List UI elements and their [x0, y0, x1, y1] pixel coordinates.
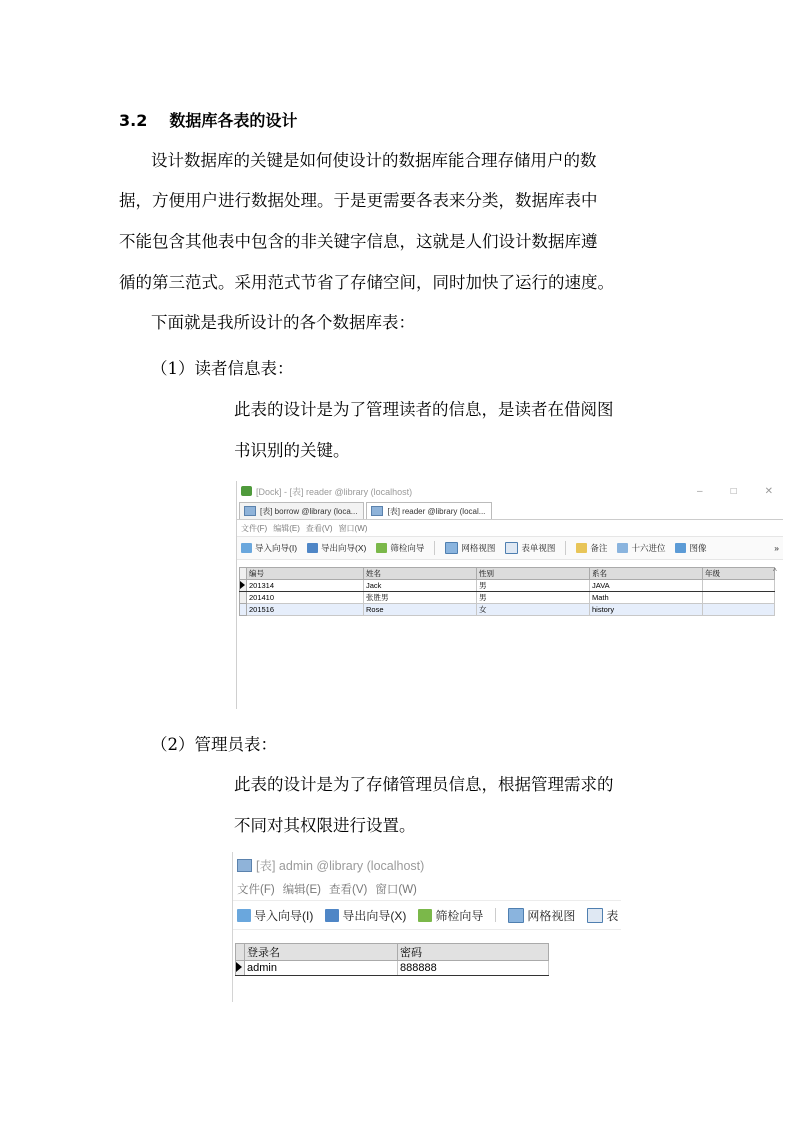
scroll-up-icon[interactable]: ^ [773, 567, 777, 576]
table-cell[interactable] [703, 580, 775, 592]
grid-header-row [240, 568, 775, 580]
toolbar-overflow-icon[interactable]: » [774, 543, 779, 553]
table-cell[interactable]: history [590, 604, 703, 616]
navicat-app-icon [241, 486, 252, 496]
button-label: 图像 [689, 543, 707, 553]
window-title: [表] admin @library (localhost) [256, 859, 425, 873]
import-wizard-button[interactable] [241, 542, 297, 554]
form-view-icon [587, 908, 603, 923]
image-button[interactable] [675, 542, 706, 554]
form-view-icon [505, 542, 518, 554]
window-titlebar [237, 481, 783, 501]
intro-line-1: 设计数据库的关键是如何使设计的数据库能合理存储用户的数 [151, 151, 597, 170]
import-wizard-button[interactable] [237, 907, 313, 924]
menu-file[interactable]: 文件(F) [241, 523, 268, 533]
button-label: 备注 [590, 543, 608, 553]
section-number: 3.2 [119, 111, 148, 130]
reader-data-grid [239, 567, 775, 616]
table-cell[interactable]: 男 [477, 580, 590, 592]
section1-label: （1）读者信息表： [151, 359, 294, 378]
table-cell[interactable]: 201516 [247, 604, 364, 616]
section-heading [119, 108, 297, 131]
window-title: [Dock] - [表] reader @library (localhost) [256, 486, 413, 497]
table-cell[interactable]: 888888 [398, 961, 549, 976]
import-icon [237, 909, 251, 922]
row-pointer-icon [236, 961, 245, 976]
toolbar-separator [495, 908, 496, 922]
toolbar-separator [565, 541, 566, 555]
menu-file[interactable]: 文件(F) [237, 884, 275, 896]
table-row[interactable] [240, 580, 775, 592]
column-header[interactable]: 系名 [590, 568, 703, 580]
menu-edit[interactable]: 编辑(E) [282, 884, 322, 896]
section1-desc-line-1: 此表的设计是为了管理读者的信息，是读者在借阅图 [234, 400, 614, 419]
filter-icon [418, 909, 432, 922]
column-header[interactable]: 年级 [703, 568, 775, 580]
section1-desc-line-2: 书识别的关键。 [234, 441, 350, 460]
table-row[interactable] [236, 961, 549, 976]
button-label: 筛检向导 [435, 908, 484, 923]
table-cell[interactable] [703, 592, 775, 604]
button-label: 表单视图 [521, 543, 556, 553]
import-icon [241, 543, 252, 553]
column-header[interactable]: 密码 [398, 944, 549, 961]
grid-header-row [236, 944, 549, 961]
button-label: 筛检向导 [390, 543, 425, 553]
section-title: 数据库各表的设计 [169, 111, 298, 130]
column-header[interactable]: 登录名 [245, 944, 398, 961]
admin-table-screenshot [232, 852, 621, 1002]
toolbar [237, 536, 783, 560]
section2-label: （2）管理员表： [151, 735, 277, 754]
table-icon [371, 506, 383, 516]
row-header-corner [240, 568, 247, 580]
close-icon[interactable]: ✕ [764, 485, 773, 497]
menu-edit[interactable]: 编辑(E) [273, 523, 300, 533]
filter-wizard-button[interactable] [376, 542, 424, 554]
section2-desc-line-2: 不同对其权限进行设置。 [234, 816, 416, 835]
memo-icon [576, 543, 587, 553]
row-header [240, 604, 247, 616]
menu-window[interactable]: 窗口(W) [338, 523, 368, 533]
grid-view-button[interactable] [508, 907, 575, 924]
filter-icon [376, 543, 387, 553]
intro-line-2: 据，方便用户进行数据处理。于是更需要各表来分类，数据库表中 [119, 191, 598, 210]
table-row[interactable] [240, 604, 775, 616]
tab-borrow[interactable] [239, 502, 364, 519]
menu-view[interactable]: 查看(V) [305, 523, 333, 533]
button-label: 网格视图 [461, 543, 496, 553]
table-icon [244, 506, 256, 516]
memo-button[interactable] [576, 542, 607, 554]
form-view-button[interactable] [587, 907, 618, 924]
row-header [240, 592, 247, 604]
column-header[interactable]: 性别 [477, 568, 590, 580]
column-header[interactable]: 姓名 [364, 568, 477, 580]
button-label: 表 [606, 908, 619, 923]
row-pointer-icon [240, 580, 247, 592]
section2-desc-line-1: 此表的设计是为了存储管理员信息，根据管理需求的 [234, 775, 614, 794]
hex-button[interactable] [617, 542, 665, 554]
button-label: 网格视图 [527, 908, 576, 923]
menu-view[interactable]: 查看(V) [329, 884, 368, 896]
tab-label: [表] borrow @library (loca... [260, 506, 358, 516]
button-label: 十六进位 [631, 543, 666, 553]
tab-label: [表] reader @library (local... [387, 506, 486, 516]
table-cell[interactable]: 男 [477, 592, 590, 604]
export-wizard-button[interactable] [307, 542, 366, 554]
image-icon [675, 543, 686, 553]
toolbar-separator [434, 541, 435, 555]
table-icon [237, 859, 252, 872]
menu-window[interactable]: 窗口(W) [375, 884, 417, 896]
button-label: 导入向导(I) [254, 908, 314, 923]
column-header[interactable]: 编号 [247, 568, 364, 580]
intro-line-5: 下面就是我所设计的各个数据库表： [151, 313, 415, 332]
button-label: 导入向导(I) [255, 543, 298, 553]
export-icon [325, 909, 339, 922]
table-row[interactable] [240, 592, 775, 604]
table-cell[interactable]: 201314 [247, 580, 364, 592]
export-icon [307, 543, 318, 553]
grid-view-button[interactable] [445, 542, 495, 554]
button-label: 导出向导(X) [321, 543, 367, 553]
table-cell[interactable]: Math [590, 592, 703, 604]
table-cell[interactable]: Rose [364, 604, 477, 616]
grid-view-icon [508, 908, 524, 923]
menu-bar [233, 878, 621, 900]
reader-table-screenshot [236, 481, 783, 709]
admin-data-grid [235, 943, 549, 976]
menu-bar [237, 520, 783, 536]
hex-icon [617, 543, 628, 553]
table-cell[interactable]: 201410 [247, 592, 364, 604]
intro-line-4: 循的第三范式。采用范式节省了存储空间，同时加快了运行的速度。 [119, 273, 614, 292]
form-view-button[interactable] [505, 542, 555, 554]
table-cell[interactable]: JAVA [590, 580, 703, 592]
tab-reader[interactable] [366, 502, 492, 519]
intro-line-3: 不能包含其他表中包含的非关键字信息，这就是人们设计数据库遵 [119, 232, 598, 251]
export-wizard-button[interactable] [325, 907, 406, 924]
table-cell[interactable] [703, 604, 775, 616]
toolbar [233, 900, 621, 930]
button-label: 导出向导(X) [342, 908, 407, 923]
document-tabs [237, 501, 783, 520]
table-cell[interactable]: admin [245, 961, 398, 976]
table-cell[interactable]: 张胜男 [364, 592, 477, 604]
table-cell[interactable]: 女 [477, 604, 590, 616]
row-header-corner [236, 944, 245, 961]
table-cell[interactable]: Jack [364, 580, 477, 592]
window-titlebar [233, 852, 621, 878]
minimize-icon[interactable]: – [697, 485, 703, 497]
grid-view-icon [445, 542, 458, 554]
maximize-icon[interactable]: □ [730, 485, 737, 497]
filter-wizard-button[interactable] [418, 907, 483, 924]
